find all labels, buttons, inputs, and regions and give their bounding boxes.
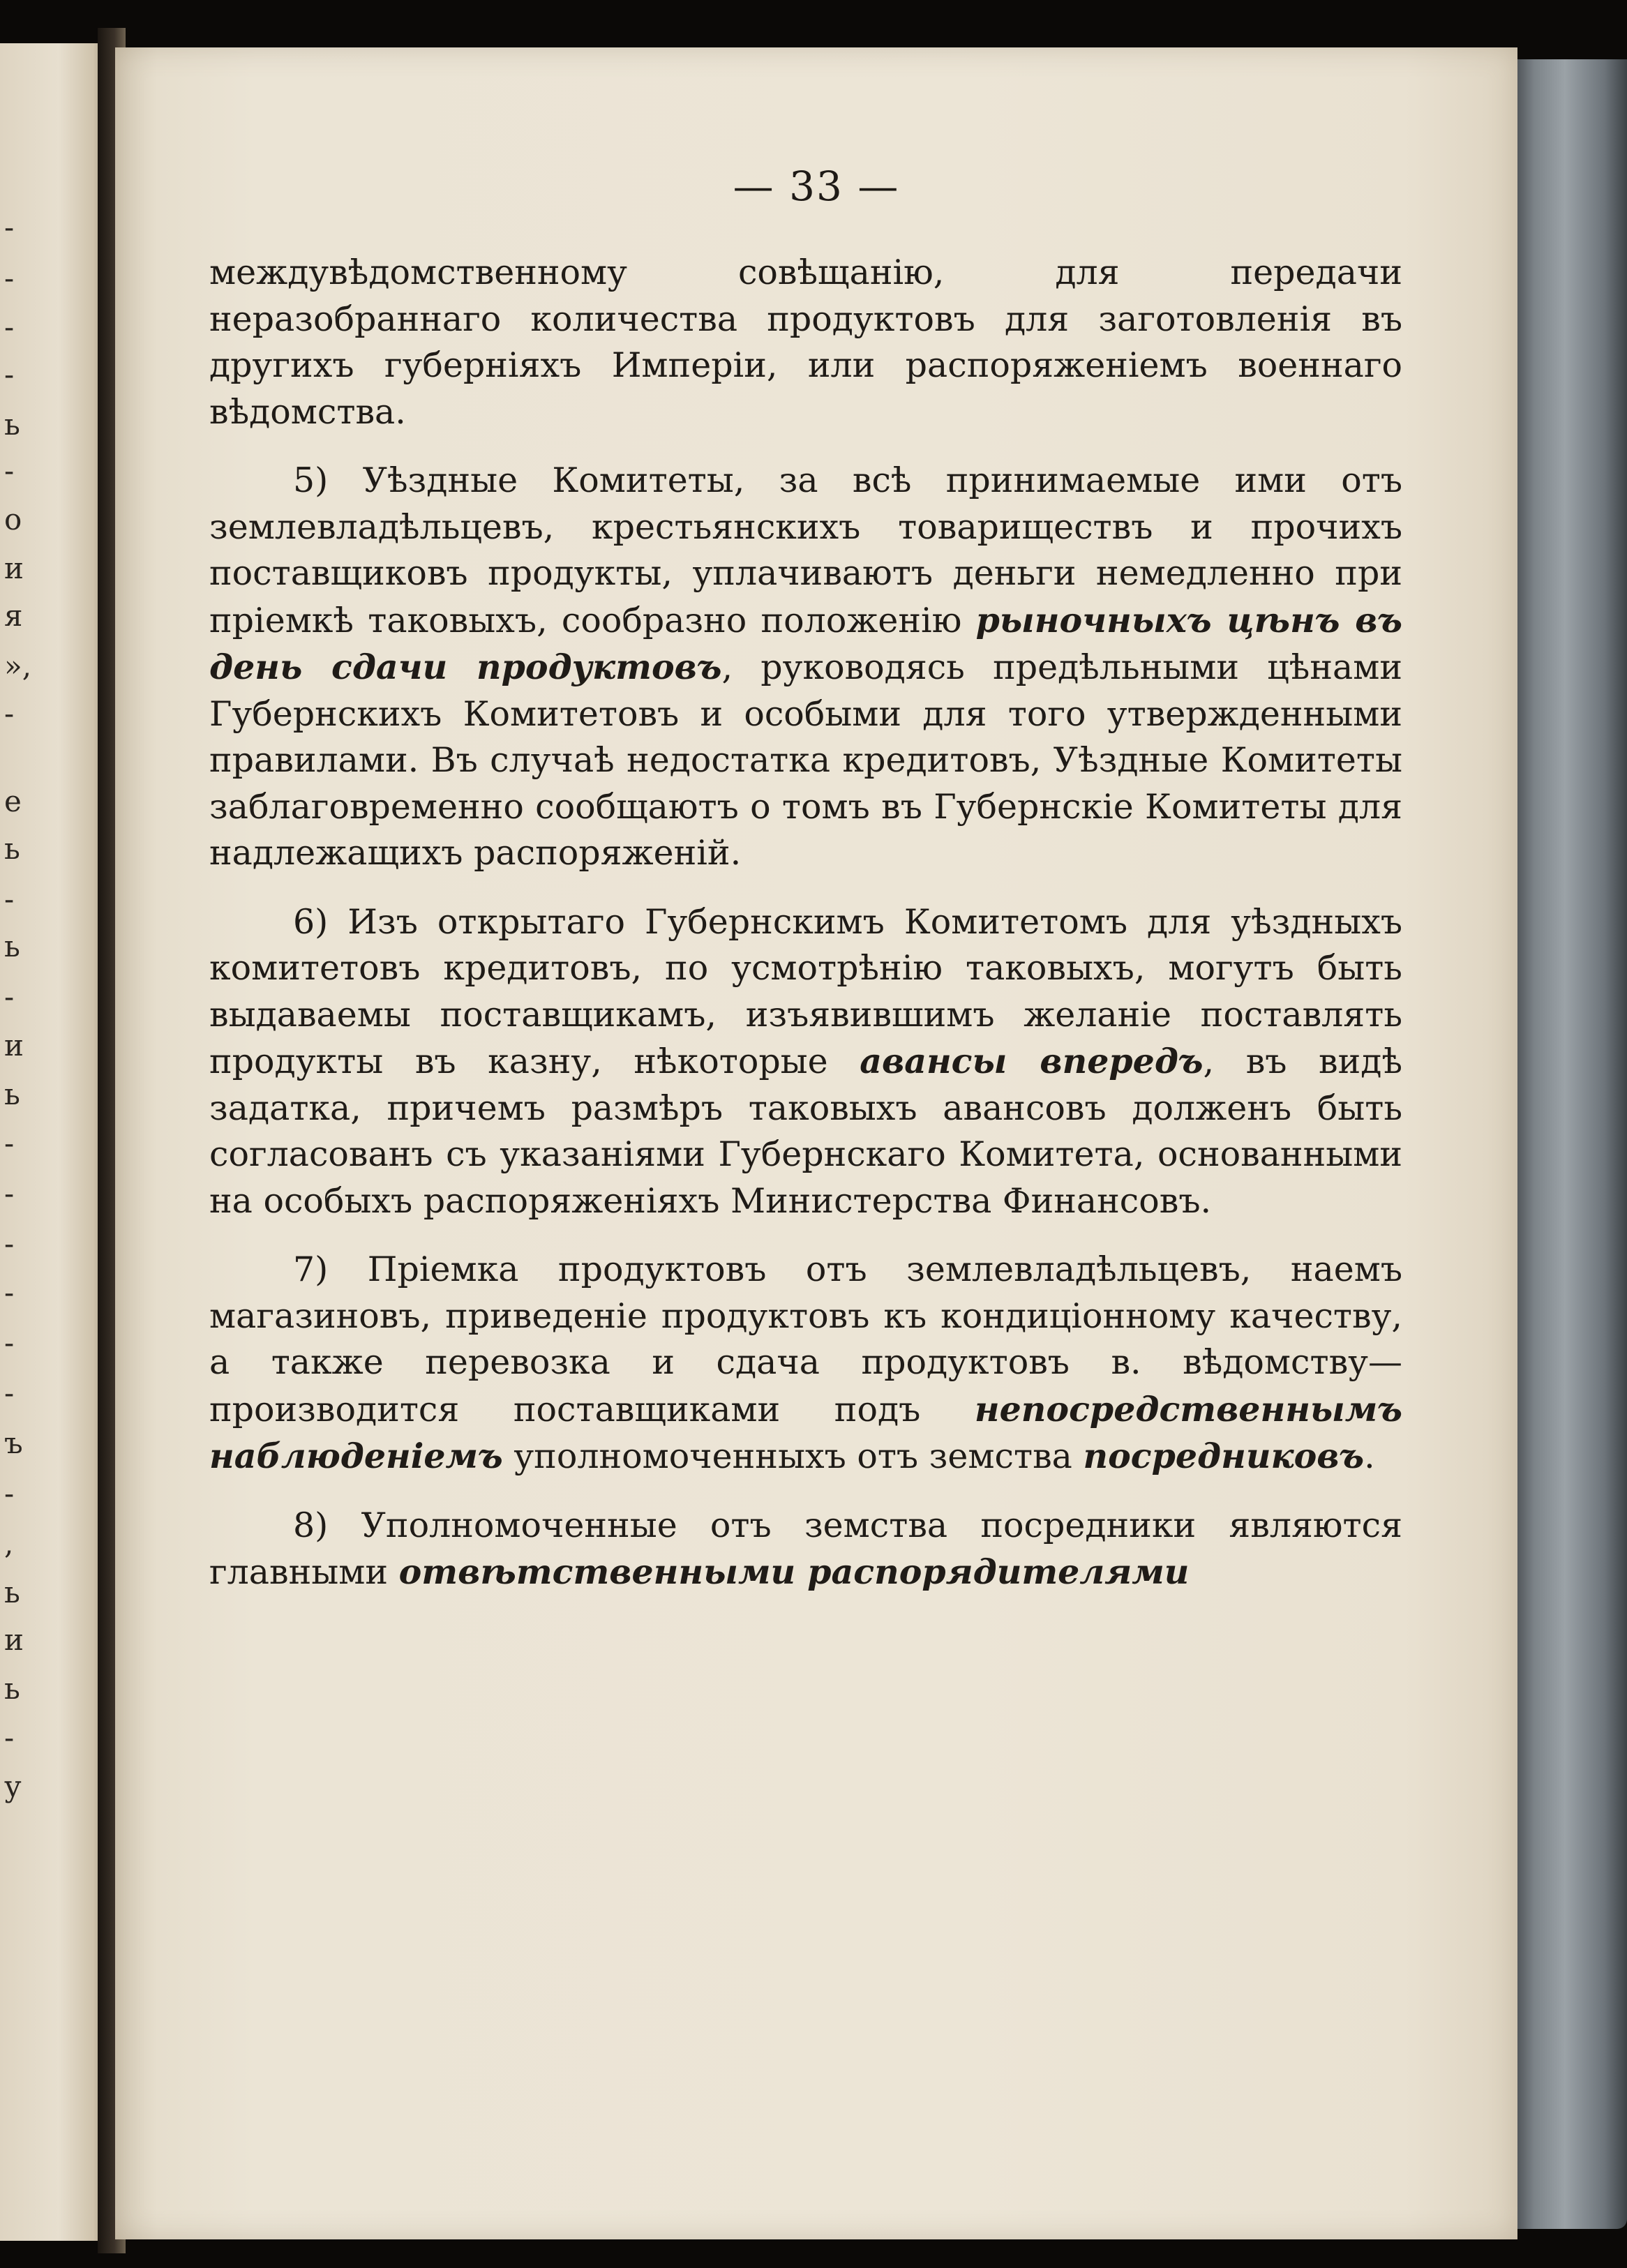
emphasis-text: посредниковъ xyxy=(1083,1436,1365,1476)
left-page-fragment: - xyxy=(4,1376,15,1410)
left-page-fragment: , xyxy=(4,1526,14,1561)
paragraph-4 xyxy=(209,1247,1402,1480)
body-text: 6) Изъ открытаго Губернскимъ Комитетомъ для уѣздныхъ комитетовъ кредитовъ, по усмотрѣнію таковыхъ, могутъ быть выдаваемы поставщикамъ, изъявившимъ желаніе поставлять продукты въ казну, нѣкоторые xyxy=(209,901,1402,1081)
left-page-fragment: - xyxy=(4,210,15,244)
left-page-fragment: я xyxy=(4,599,23,633)
left-page-fragment: ь xyxy=(4,832,20,866)
emphasis-text: отвѣтственными распорядителями xyxy=(398,1552,1190,1592)
paragraph-1 xyxy=(209,250,1402,435)
body-text: . xyxy=(1364,1436,1375,1476)
emphasis-text: непосредственнымъ наблюденіемъ xyxy=(209,1388,1402,1476)
body-text: 5) Уѣздные Комитеты, за всѣ принимаемые ими отъ землевладѣльцевъ, крестьянскихъ товариществъ и прочихъ поставщиковъ продукты, уплачиваютъ деньги немедленно при пріемкѣ таковыхъ, сообразно положенію xyxy=(209,460,1402,640)
left-page-fragment: - xyxy=(4,696,15,730)
body-text: уполномоченныхъ отъ земства xyxy=(502,1436,1084,1476)
left-page-fragment: - xyxy=(4,261,15,295)
left-page-fragment: е xyxy=(4,784,22,818)
left-page-fragment: - xyxy=(4,1476,15,1510)
left-page-fragment: ь xyxy=(4,1077,20,1111)
body-text: , въ видѣ задатка, причемъ размѣръ таковыхъ авансовъ долженъ быть согласованъ съ указаніями Губернскаго Комитета, основанными на особыхъ распоряженіяхъ Министерства Финансовъ. xyxy=(209,1042,1402,1221)
left-page-fragment: - xyxy=(4,1275,15,1309)
emphasis-text: авансы впередъ xyxy=(860,1041,1204,1081)
body-text: 8) Уполномоченные отъ земства посредники являются главными xyxy=(209,1505,1402,1592)
left-page-fragment: - xyxy=(4,1126,15,1160)
paragraph-2 xyxy=(209,458,1402,877)
left-page-fragment: ь xyxy=(4,929,20,963)
paragraph-3 xyxy=(209,899,1402,1225)
left-page-fragment: ь xyxy=(4,407,20,442)
left-page-fragment: ъ xyxy=(4,1426,23,1460)
emphasis-text: рыночныхъ цѣнъ въ день сдачи продуктовъ xyxy=(209,599,1402,687)
left-page-fragment: - xyxy=(4,357,15,391)
left-page-fragment: ь xyxy=(4,1672,20,1706)
left-page-fragment: - xyxy=(4,310,15,344)
left-page-fragment: и xyxy=(4,551,24,585)
body-text: междувѣдомственному совѣщанію, для передачи неразобраннаго количества продуктовъ для заготовленія въ другихъ губерніяхъ Имперіи, или распоряженіемъ военнаго вѣдомства. xyxy=(209,253,1402,432)
left-page-fragment: - xyxy=(4,1226,15,1261)
left-page-fragment: у xyxy=(4,1769,22,1803)
left-page-fragment: о xyxy=(4,502,22,536)
left-page-fragment: ь xyxy=(4,1575,20,1609)
book-cover-edge xyxy=(1514,59,1627,2229)
paragraph-5 xyxy=(209,1503,1402,1596)
left-page-fragment: - xyxy=(4,453,15,488)
body-text: , руководясь предѣльными цѣнами Губернскихъ Комитетовъ и особыми для того утвержденными правилами. Въ случаѣ недостатка кредитовъ, Уѣздные Комитеты заблаговременно сообщаютъ о томъ въ Губернскіе Комитеты для надлежащихъ распоряженій. xyxy=(209,647,1402,873)
left-page-fragment: - xyxy=(4,882,15,916)
page-number: — 33 — xyxy=(733,163,900,210)
left-page-fragment: », xyxy=(4,649,32,683)
left-facing-page xyxy=(0,43,106,2241)
left-page-fragment: и xyxy=(4,1028,24,1062)
left-page-fragment: и xyxy=(4,1623,24,1657)
page-text xyxy=(209,250,1402,1596)
left-page-fragment: - xyxy=(4,979,15,1014)
left-page-fragment: - xyxy=(4,1720,15,1755)
left-page-fragment: - xyxy=(4,1325,15,1360)
book-page xyxy=(115,47,1517,2239)
left-page-fragment: - xyxy=(4,1176,15,1210)
body-text: 7) Пріемка продуктовъ отъ землевладѣльцевъ, наемъ магазиновъ, приведеніе продуктовъ къ кондиціонному качеству, а также перевозка и сдача продуктовъ в. вѣдомству—производится поставщиками подъ xyxy=(209,1249,1402,1429)
